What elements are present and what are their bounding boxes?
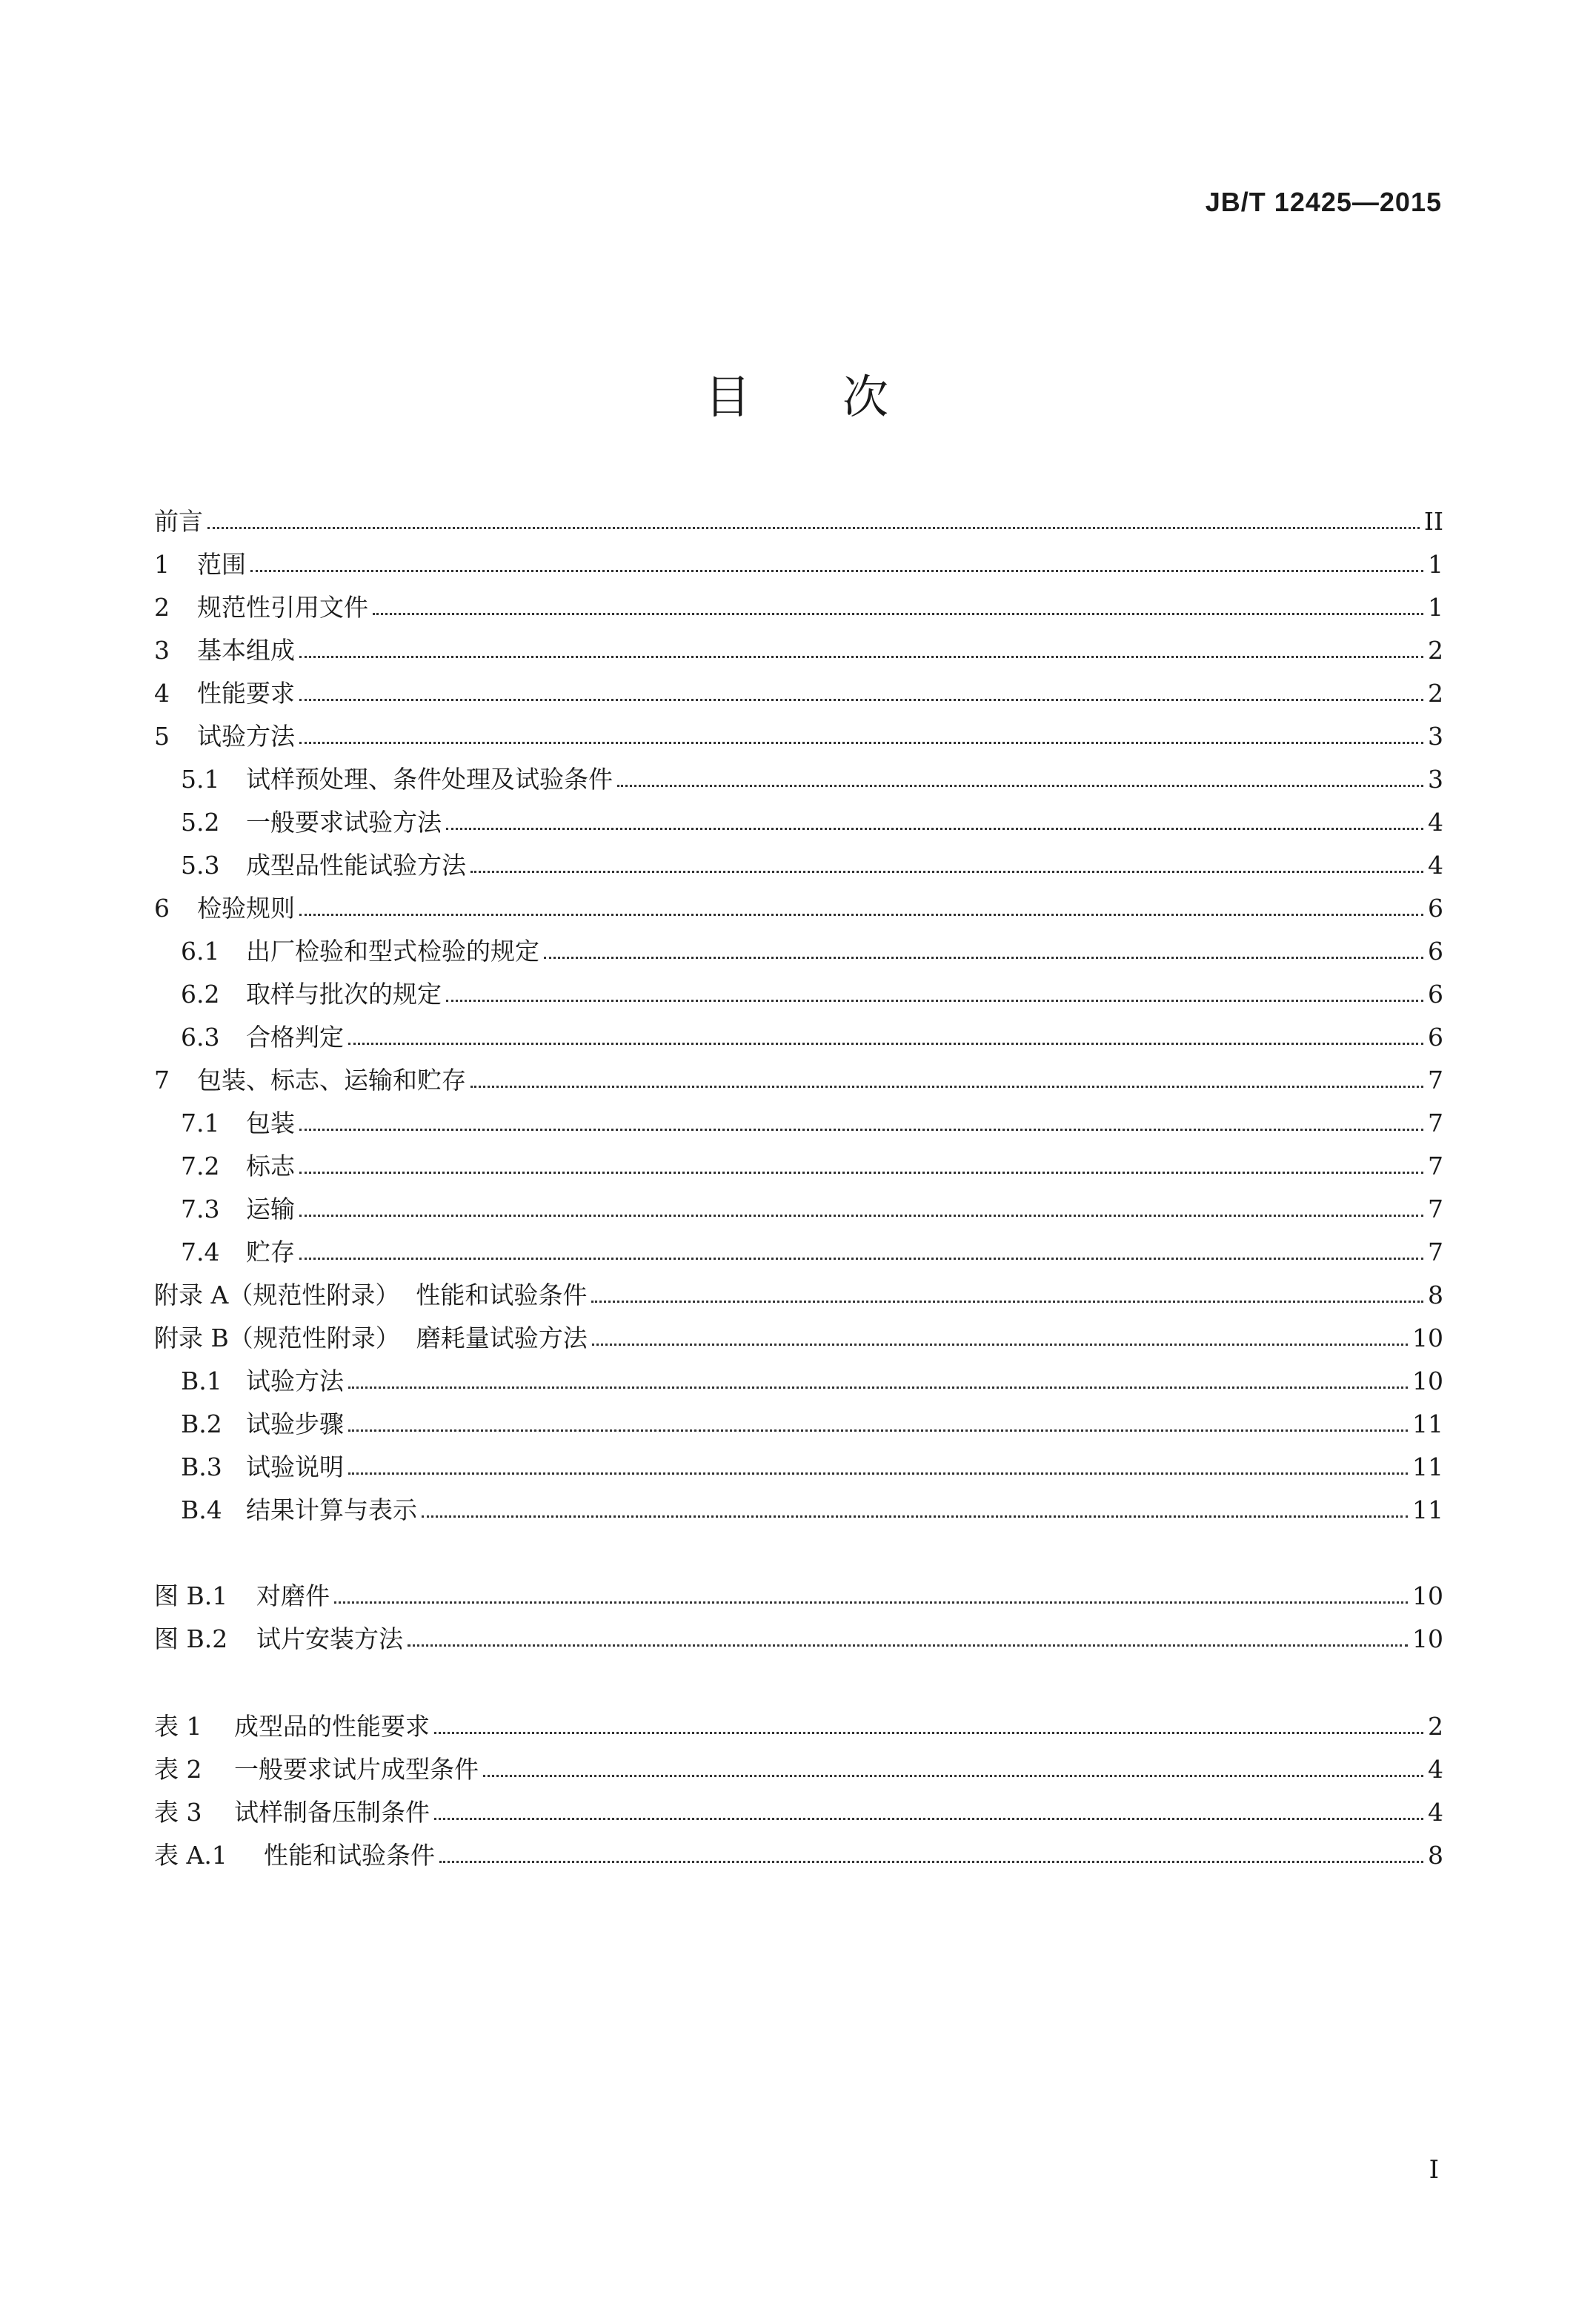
toc-leader-dots [434, 1817, 1423, 1820]
toc-entry-title: 贮存 [246, 1238, 295, 1266]
table-entry-title: 一般要求试片成型条件 [234, 1755, 479, 1784]
toc-entry-page: 6 [1428, 894, 1443, 923]
figure-entry-page: 10 [1412, 1624, 1443, 1653]
toc-entry-page: 1 [1428, 593, 1443, 622]
figure-entry-b-2[interactable] [154, 1618, 1443, 1654]
figure-entry-title: 试片安装方法 [256, 1624, 403, 1653]
toc-entry-title: 取样与批次的规定 [246, 980, 442, 1009]
toc-entry-title: 成型品性能试验方法 [246, 851, 466, 880]
toc-entry-7-3[interactable] [154, 1189, 1443, 1224]
toc-entry-appendix-b[interactable] [154, 1318, 1443, 1353]
toc-entry-3[interactable] [154, 630, 1443, 665]
toc-leader-dots [592, 1343, 1408, 1346]
toc-leader-dots [250, 569, 1423, 572]
toc-entry-5-2[interactable] [154, 802, 1443, 837]
toc-leader-dots [299, 1171, 1423, 1174]
toc-leader-dots [373, 612, 1423, 615]
table-entry-number: 表 3 [154, 1798, 202, 1827]
toc-entry-page: 1 [1428, 550, 1443, 579]
toc-entry-title: 包装 [246, 1109, 295, 1138]
figure-entry-page: 10 [1412, 1581, 1443, 1610]
toc-entry-title: 包装、标志、运输和贮存 [197, 1066, 466, 1095]
toc-leader-dots [446, 999, 1423, 1002]
toc-entry-title: 试验方法 [197, 722, 295, 751]
toc-entry-page: 7 [1428, 1195, 1443, 1223]
toc-entry-number: 附录 B（规范性附录） [154, 1324, 400, 1352]
toc-leader-dots [299, 913, 1423, 916]
toc-entry-6-3[interactable] [154, 1017, 1443, 1052]
figure-entry-number: 图 B.1 [154, 1581, 228, 1610]
toc-entry-number: 7.2 [181, 1152, 220, 1180]
toc-entry-title: 基本组成 [197, 636, 295, 665]
toc-entry-page: 6 [1428, 1023, 1443, 1052]
toc-entry-page: 10 [1412, 1324, 1443, 1352]
toc-entry-title: 前言 [154, 507, 203, 536]
toc-leader-dots [439, 1860, 1423, 1863]
toc-entry-page: 4 [1428, 808, 1443, 837]
toc-entry-page: 6 [1428, 980, 1443, 1009]
toc-entry-number: 6.2 [181, 980, 220, 1009]
toc-leader-dots [334, 1601, 1408, 1604]
table-entry-title: 性能和试验条件 [264, 1841, 435, 1870]
table-entry-a-1[interactable] [154, 1835, 1443, 1870]
toc-entry-b-2[interactable] [154, 1404, 1443, 1439]
toc-entry-page: 2 [1428, 636, 1443, 665]
toc-entry-title: 试验说明 [246, 1452, 344, 1481]
toc-entry-title: 试样预处理、条件处理及试验条件 [246, 765, 613, 794]
toc-entry-foreword[interactable] [154, 501, 1443, 537]
toc-entry-6-1[interactable] [154, 931, 1443, 966]
table-entry-3[interactable] [154, 1792, 1443, 1827]
toc-leader-dots [299, 1257, 1423, 1260]
table-entry-page: 4 [1428, 1798, 1443, 1827]
toc-entry-appendix-a[interactable] [154, 1275, 1443, 1310]
toc-entry-title: 标志 [246, 1152, 295, 1180]
toc-entry-6-2[interactable] [154, 974, 1443, 1009]
toc-entry-number: 7.3 [181, 1195, 220, 1223]
toc-entry-b-1[interactable] [154, 1361, 1443, 1396]
toc-entry-page: 2 [1428, 679, 1443, 708]
toc-entry-title: 试验步骤 [246, 1409, 344, 1438]
toc-leader-dots [422, 1515, 1408, 1518]
toc-leader-dots [299, 698, 1423, 701]
title-part2: 次 [842, 370, 892, 424]
table-entry-2[interactable] [154, 1749, 1443, 1784]
toc-leader-dots [544, 956, 1423, 959]
toc-entry-number: 6.1 [181, 937, 220, 966]
toc-entry-2[interactable] [154, 587, 1443, 622]
toc-entry-number: 7 [154, 1066, 170, 1095]
table-entry-number: 表 2 [154, 1755, 202, 1784]
toc-entry-title: 出厂检验和型式检验的规定 [246, 937, 539, 966]
toc-entry-number: 2 [154, 593, 170, 622]
toc-entry-number: B.4 [181, 1495, 222, 1524]
toc-entry-number: 6.3 [181, 1023, 220, 1052]
table-entry-number: 表 A.1 [154, 1841, 227, 1870]
toc-leader-dots [471, 870, 1423, 873]
toc-entry-number: 7.1 [181, 1109, 220, 1138]
toc-entry-number: 3 [154, 636, 170, 665]
toc-entry-page: 7 [1428, 1152, 1443, 1180]
table-entry-page: 2 [1428, 1712, 1443, 1741]
toc-entry-b-4[interactable] [154, 1490, 1443, 1525]
toc-leader-dots [348, 1472, 1408, 1475]
toc-entry-6[interactable] [154, 888, 1443, 923]
toc-entry-title: 性能和试验条件 [416, 1281, 588, 1309]
toc-entry-number: 5.3 [181, 851, 220, 880]
toc-entry-page: 7 [1428, 1238, 1443, 1266]
figure-entry-number: 图 B.2 [154, 1624, 228, 1653]
toc-leader-dots [408, 1644, 1408, 1647]
toc-entry-page: 11 [1412, 1452, 1443, 1481]
toc-leader-dots [471, 1085, 1423, 1088]
toc-entry-page: II [1423, 507, 1443, 536]
toc-entry-title: 合格判定 [246, 1023, 344, 1052]
toc-entry-number: 1 [154, 550, 170, 579]
toc-entry-number: 7.4 [181, 1238, 220, 1266]
toc-entry-title: 运输 [246, 1195, 295, 1223]
toc-entry-7[interactable] [154, 1060, 1443, 1095]
toc-entry-5-1[interactable] [154, 759, 1443, 794]
toc-leader-dots [299, 741, 1423, 744]
toc-entry-5-3[interactable] [154, 845, 1443, 880]
toc-entry-number: 5.2 [181, 808, 220, 837]
toc-entry-page: 11 [1412, 1409, 1443, 1438]
toc-entry-1[interactable] [154, 544, 1443, 580]
toc-entry-number: 4 [154, 679, 170, 708]
toc-entry-title: 结果计算与表示 [246, 1495, 417, 1524]
table-entry-title: 试样制备压制条件 [234, 1798, 430, 1827]
toc-entry-title: 检验规则 [197, 894, 295, 923]
toc-entry-5[interactable] [154, 716, 1443, 751]
toc-leader-dots [434, 1731, 1423, 1734]
toc-entry-page: 7 [1428, 1066, 1443, 1095]
toc-entry-title: 磨耗量试验方法 [416, 1324, 588, 1352]
toc-entry-page: 10 [1412, 1366, 1443, 1395]
page-number: I [1429, 2155, 1439, 2185]
toc-entry-number: 6 [154, 894, 170, 923]
toc-entry-title: 性能要求 [197, 679, 295, 708]
table-entry-title: 成型品的性能要求 [234, 1712, 430, 1741]
toc-entry-number: 附录 A（规范性附录） [154, 1281, 400, 1309]
toc-entry-b-3[interactable] [154, 1447, 1443, 1482]
toc-entry-page: 3 [1428, 722, 1443, 751]
toc-entry-number: B.3 [181, 1452, 222, 1481]
toc-entry-number: 5 [154, 722, 170, 751]
toc-leader-dots [299, 655, 1423, 658]
toc-leader-dots [446, 827, 1423, 830]
toc-entry-page: 7 [1428, 1109, 1443, 1138]
std-number: JB/T 12425—2015 [1205, 187, 1442, 217]
toc-entry-page: 4 [1428, 851, 1443, 880]
toc-leader-dots [207, 526, 1420, 529]
toc-leader-dots [348, 1429, 1408, 1432]
toc-entry-number: B.1 [181, 1366, 222, 1395]
toc-entry-page: 6 [1428, 937, 1443, 966]
toc-entry-page: 8 [1428, 1281, 1443, 1309]
toc-leader-dots [617, 784, 1423, 787]
toc-entry-7-1[interactable] [154, 1103, 1443, 1138]
toc-leader-dots [591, 1300, 1423, 1303]
toc-leader-dots [348, 1042, 1423, 1045]
toc-entry-number: 5.1 [181, 765, 220, 794]
toc-entry-title: 试验方法 [246, 1366, 344, 1395]
table-entry-number: 表 1 [154, 1712, 202, 1741]
toc-entry-7-4[interactable] [154, 1232, 1443, 1267]
title-part1: 目 [704, 370, 754, 424]
toc-entry-number: B.2 [181, 1409, 222, 1438]
toc-entry-4[interactable] [154, 673, 1443, 708]
toc-entry-title: 规范性引用文件 [197, 593, 368, 622]
toc-leader-dots [348, 1386, 1408, 1389]
table-entry-page: 4 [1428, 1755, 1443, 1784]
toc-entry-7-2[interactable] [154, 1146, 1443, 1181]
figure-entry-b-1[interactable] [154, 1575, 1443, 1611]
toc-leader-dots [299, 1128, 1423, 1131]
toc-entry-page: 3 [1428, 765, 1443, 794]
table-entry-1[interactable] [154, 1706, 1443, 1741]
toc-leader-dots [299, 1214, 1423, 1217]
toc-entry-page: 11 [1412, 1495, 1443, 1524]
table-entry-page: 8 [1428, 1841, 1443, 1870]
figure-entry-title: 对磨件 [256, 1581, 330, 1610]
toc-entry-title: 范围 [197, 550, 246, 579]
page-title [0, 360, 1596, 426]
toc-leader-dots [483, 1774, 1423, 1777]
toc-entry-title: 一般要求试验方法 [246, 808, 442, 837]
